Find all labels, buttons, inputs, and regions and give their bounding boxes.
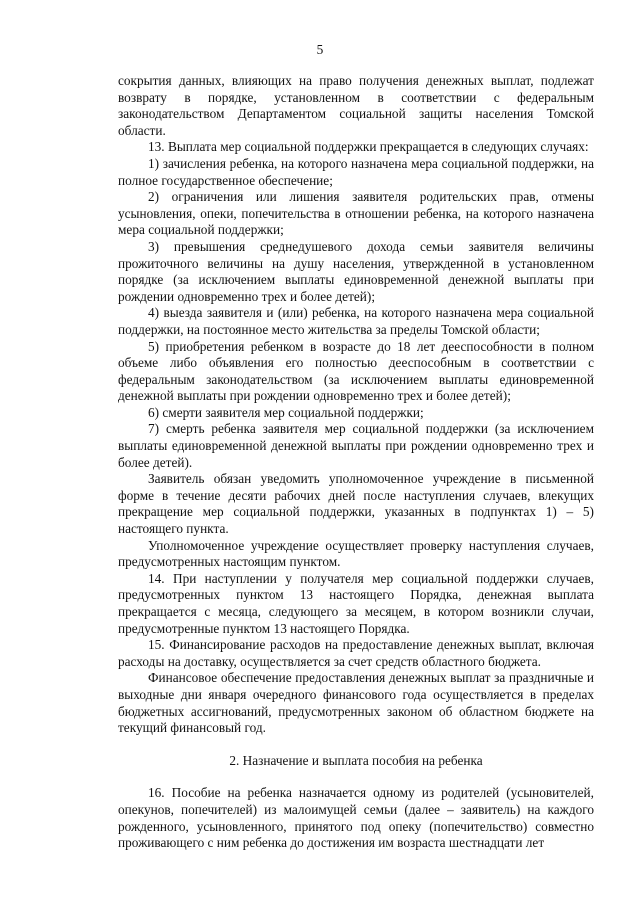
paragraph-continuation: сокрытия данных, влияющих на право получения денежных выплат, подлежат возврату в порядке, установленном в соответствии с федеральным законодательством Департаментом социальной защиты населения Томской области. <box>118 73 594 138</box>
paragraph-clause-13: 13. Выплата мер социальной поддержки прекращается в следующих случаях: <box>148 139 589 155</box>
list-item-6: 6) смерти заявителя мер социальной поддержки; <box>148 404 424 420</box>
paragraph-notification-duty: Заявитель обязан уведомить уполномоченное учреждение в письменной форме в течение десяти рабочих дней после наступления случаев, влекущих прекращение мер социальной поддержки, указанных в подпунктах 1) – 5) настоящего пункта. <box>118 471 594 537</box>
list-item-1: 1) зачисления ребенка, на которого назначена мера социальной поддержки, на полное государственное обеспечение; <box>118 155 594 188</box>
paragraph-clause-15: 15. Финансирование расходов на предоставление денежных выплат, включая расходы на доставку, осуществляется за счет средств областного бюджета. <box>118 637 594 669</box>
paragraph-clause-14: 14. При наступлении у получателя мер социальной поддержки случаев, предусмотренных пунктом 13 настоящего Порядка, денежная выплата прекращается с месяца, следующего за месяцем, в котором возникли случаи, предусмотренные пунктом 13 настоящего Порядка. <box>118 570 594 636</box>
list-item-5: 5) приобретения ребенком в возрасте до 18 лет дееспособности в полном объеме либо объявления его полностью дееспособным в соответствии с федеральным законодательством (за исключением выплаты единовременной денежной выплаты при рождении одновременно трех и более детей); <box>118 338 594 404</box>
list-item-4: 4) выезда заявителя и (или) ребенка, на которого назначена мера социальной поддержки, на постоянное место жительства за пределы Томской области; <box>118 305 594 337</box>
section-heading: 2. Назначение и выплата пособия на ребенка <box>229 752 483 768</box>
paragraph-financing: Финансовое обеспечение предоставления денежных выплат за праздничные и выходные дни января очередного финансового года осуществляется в пределах бюджетных ассигнований, предусмотренных законом об областном бюджете на текущий финансовый год. <box>118 670 594 736</box>
paragraph-clause-16: 16. Пособие на ребенка назначается одному из родителей (усыновителей, опекунов, попечителей) из малоимущей семьи (далее – заявитель) на каждого рожденного, усыновленного, принятого под опеку (попечительство) совместно проживающего с ним ребенка до достижения им возраста шестнадцати лет <box>118 785 594 851</box>
paragraph-verification: Уполномоченное учреждение осуществляет проверку наступления случаев, предусмотренных настоящим пунктом. <box>118 537 594 570</box>
list-item-7: 7) смерть ребенка заявителя мер социальной поддержки (за исключением выплаты единовременной денежной выплаты при рождении одновременно трех и более детей). <box>118 421 594 470</box>
list-item-2: 2) ограничения или лишения заявителя родительских прав, отмены усыновления, опеки, попечительства в отношении ребенка, на которого назначена мера социальной поддержки; <box>118 189 594 238</box>
page-number: 5 <box>316 42 324 57</box>
list-item-3: 3) превышения среднедушевого дохода семьи заявителя величины прожиточного величины на душу населения, утвержденной в установленном порядке (за исключением выплаты единовременной денежной выплаты при рождении одновременно трех и более детей); <box>118 238 594 304</box>
document-body <box>118 73 594 852</box>
